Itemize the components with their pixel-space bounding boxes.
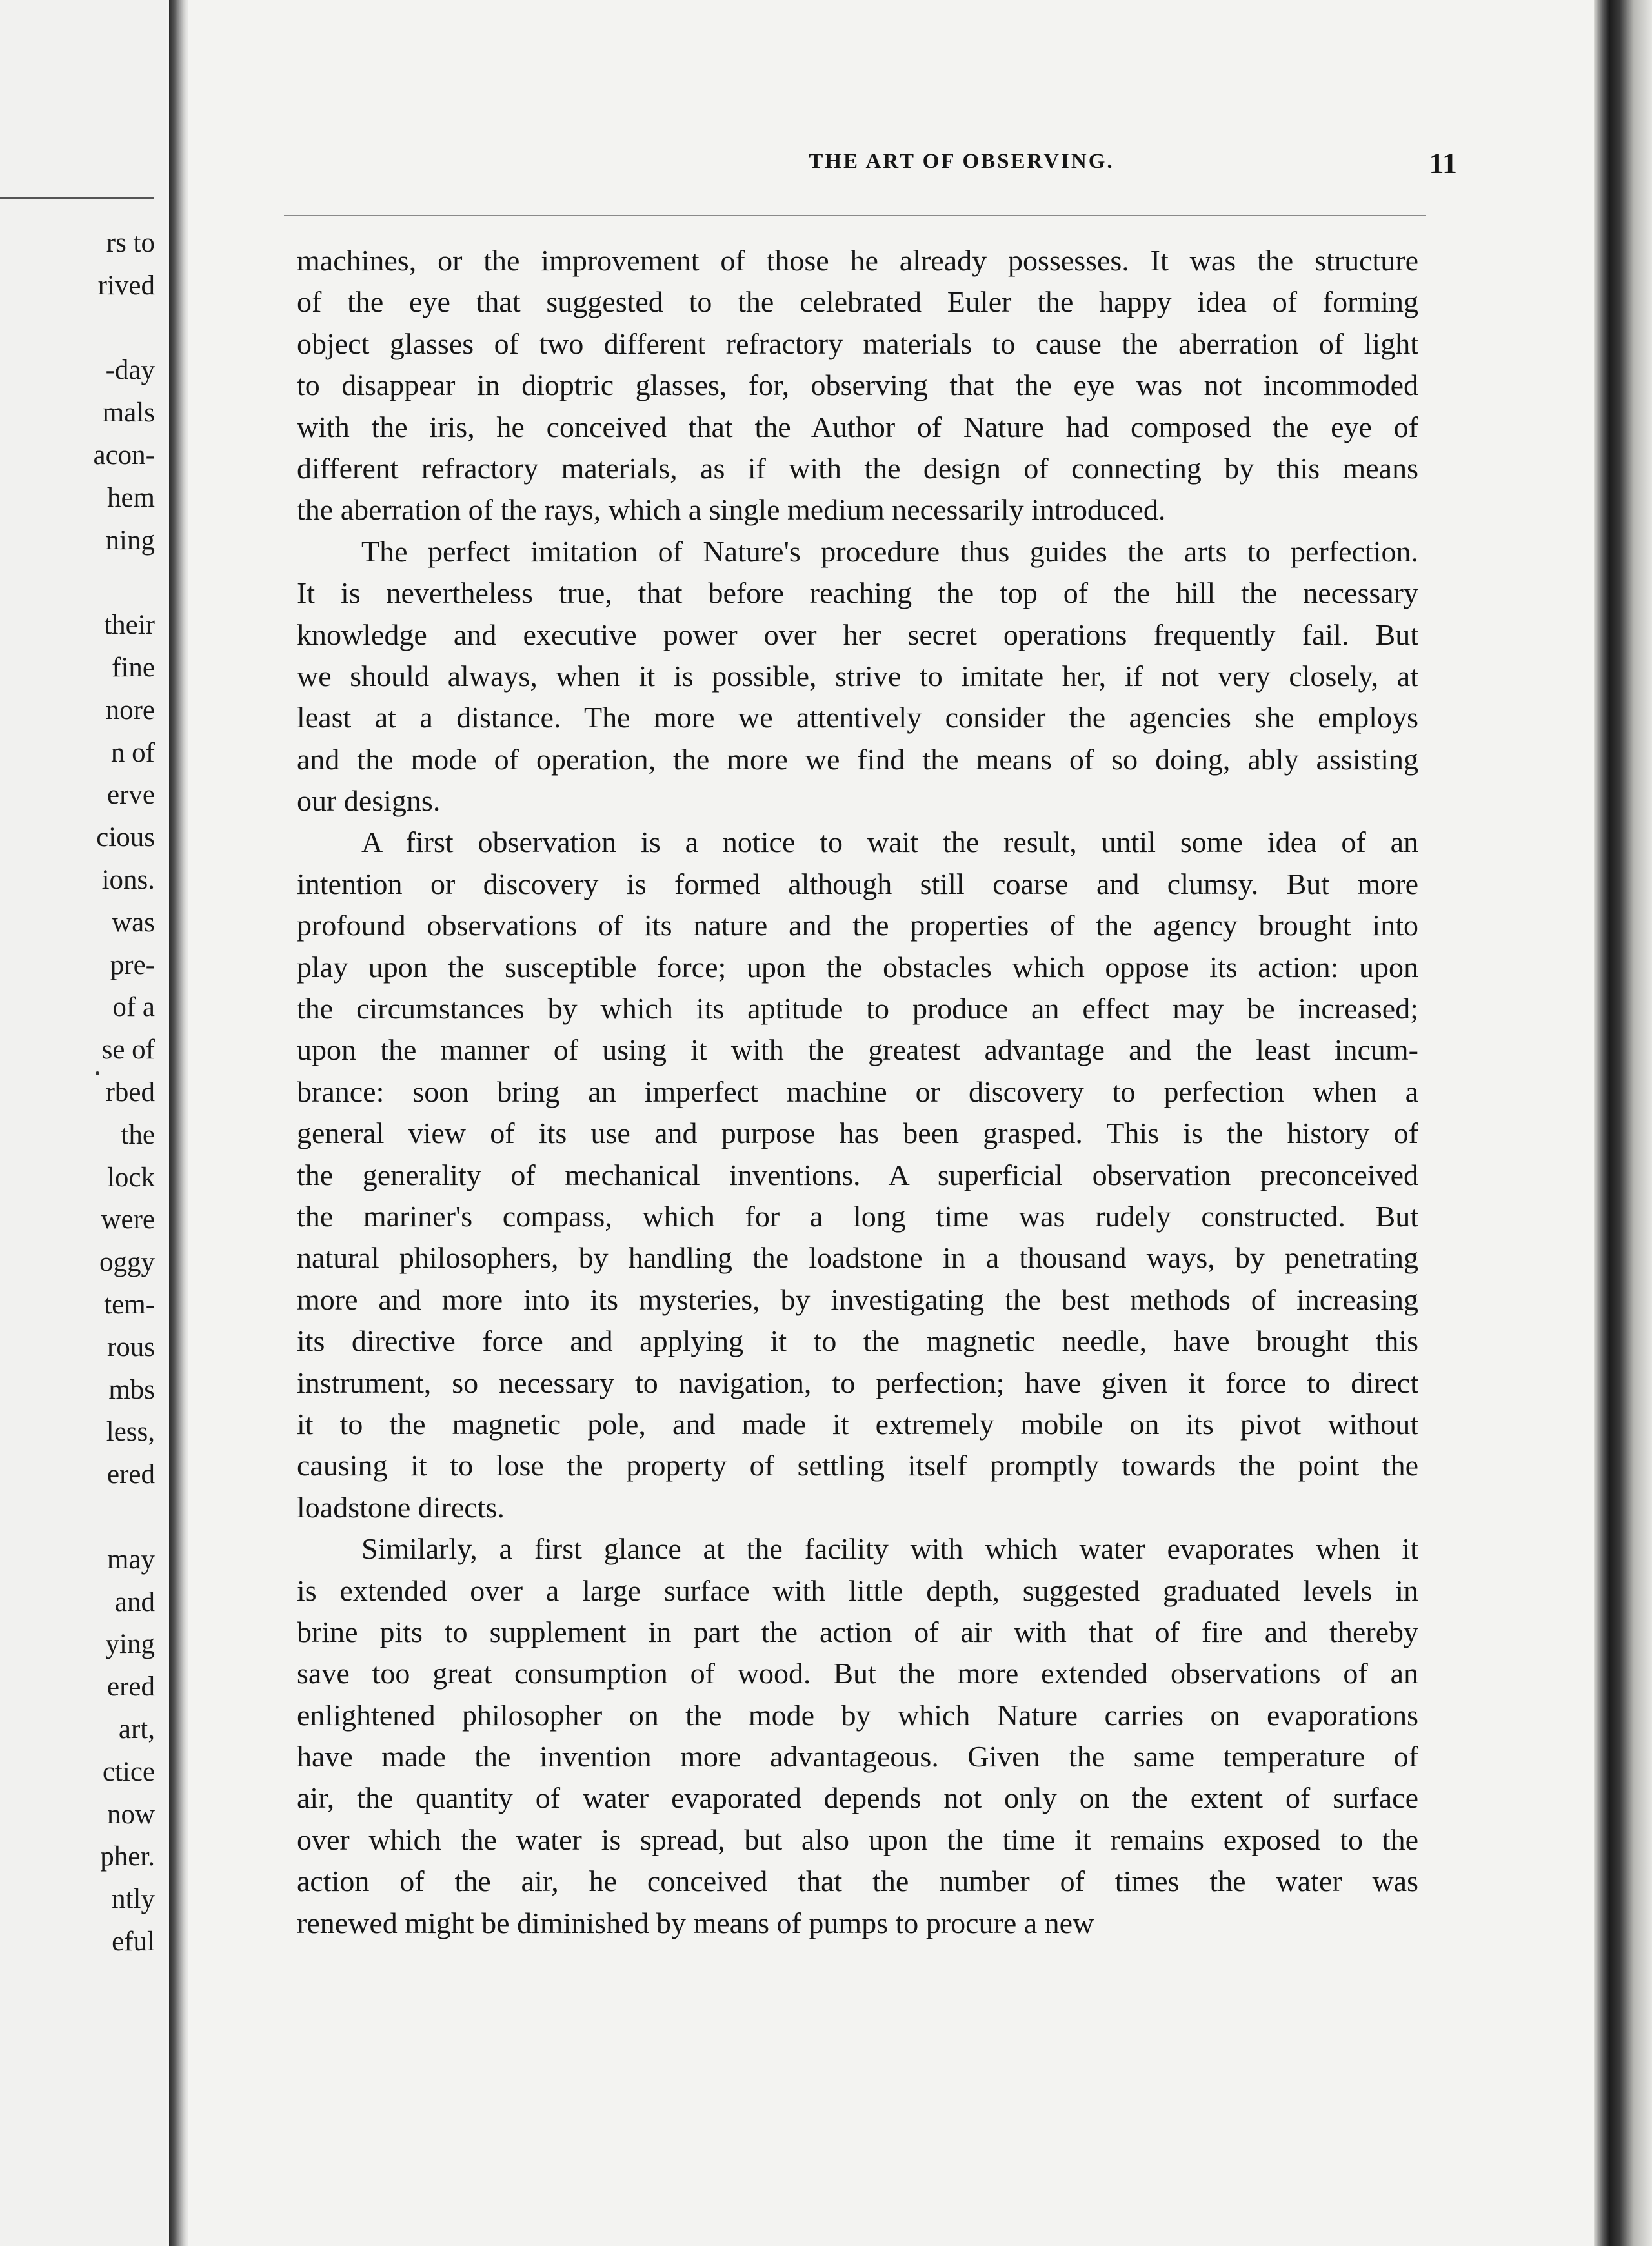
text-line: air, the quantity of water evaporated depends not only on the extent of surface bbox=[297, 1781, 1418, 1815]
previous-page-line-fragment: now bbox=[106, 1799, 155, 1830]
paragraph bbox=[297, 240, 1418, 531]
text-line: the aberration of the rays, which a single medium necessarily introduced. bbox=[297, 493, 1166, 527]
text-line: it to the magnetic pole, and made it extremely mobile on its pivot without bbox=[297, 1407, 1418, 1441]
previous-page-line-fragment: ered bbox=[107, 1459, 155, 1490]
text-line: loadstone directs. bbox=[297, 1490, 505, 1524]
previous-page-line-fragment: rous bbox=[106, 1331, 155, 1362]
previous-page-line-fragment: art, bbox=[118, 1714, 155, 1745]
text-line: A first observation is a notice to wait the result, until some idea of an bbox=[361, 825, 1418, 859]
text-line: of the eye that suggested to the celebrated Euler the happy idea of forming bbox=[297, 285, 1418, 319]
previous-page-line-fragment: tem- bbox=[104, 1290, 155, 1320]
paragraph bbox=[297, 1528, 1418, 1944]
previous-page-line-fragment: and bbox=[114, 1586, 155, 1617]
text-line: and the mode of operation, the more we find the means of so doing, ably assisting bbox=[297, 742, 1418, 776]
scanner-edge-shadow bbox=[1594, 0, 1652, 2246]
previous-page-line-fragment: erve bbox=[107, 780, 155, 811]
previous-page-line-fragment: mals bbox=[102, 398, 155, 429]
text-line: the generality of mechanical inventions. A superficial observation preconceived bbox=[297, 1158, 1418, 1191]
running-head: THE ART OF OBSERVING. bbox=[809, 150, 1114, 173]
previous-page-fragment bbox=[0, 0, 166, 2246]
text-line: natural philosophers, by handling the loadstone in a thousand ways, by penetrating bbox=[297, 1241, 1418, 1275]
text-line: brance: soon bring an imperfect machine or discovery to perfection when a bbox=[297, 1075, 1418, 1108]
text-line: The perfect imitation of Nature's procedure thus guides the arts to perfection. bbox=[361, 534, 1418, 568]
previous-page-line-fragment: mbs bbox=[108, 1374, 155, 1405]
text-line: brine pits to supplement in part the action of air with that of fire and thereby bbox=[297, 1615, 1418, 1648]
text-line: more and more into its mysteries, by investigating the best methods of increasing bbox=[297, 1282, 1418, 1316]
previous-page-line-fragment: pre- bbox=[110, 949, 155, 980]
text-line: the mariner's compass, which for a long time was rudely constructed. But bbox=[297, 1199, 1418, 1233]
previous-page-line-fragment: pher. bbox=[100, 1841, 155, 1872]
previous-page-line-fragment: ntly bbox=[112, 1884, 155, 1915]
previous-page-line-fragment: may bbox=[106, 1544, 155, 1575]
previous-page-line-fragment: of a bbox=[112, 992, 155, 1023]
text-line: profound observations of its nature and the properties of the agency brought into bbox=[297, 909, 1418, 942]
previous-page-line-fragment: was bbox=[112, 907, 155, 938]
previous-page-line-fragment: eful bbox=[112, 1927, 155, 1957]
text-line: is extended over a large surface with little depth, suggested graduated levels in bbox=[297, 1573, 1418, 1607]
text-line: have made the invention more advantageous. Given the same temperature of bbox=[297, 1740, 1418, 1774]
previous-page-line-fragment: hem bbox=[106, 482, 155, 513]
previous-page-line-fragment: nore bbox=[105, 694, 155, 725]
text-line: play upon the susceptible force; upon the obstacles which oppose its action: upon bbox=[297, 950, 1418, 984]
text-line: object glasses of two different refractory materials to cause the aberration of light bbox=[297, 327, 1418, 360]
previous-page-line-fragment: lock bbox=[106, 1162, 155, 1193]
text-line: save too great consumption of wood. But the more extended observations of an bbox=[297, 1657, 1418, 1690]
text-line: intention or discovery is formed although still coarse and clumsy. But more bbox=[297, 867, 1418, 900]
text-line: general view of its use and purpose has been grasped. This is the history of bbox=[297, 1117, 1418, 1150]
previous-page-line-fragment: less, bbox=[106, 1417, 155, 1448]
previous-page-line-fragment: their bbox=[104, 610, 155, 641]
text-line: It is nevertheless true, that before reaching the top of the hill the necessary bbox=[297, 576, 1418, 610]
text-line: renewed might be diminished by means of pumps to procure a new bbox=[297, 1906, 1094, 1939]
margin-speck bbox=[96, 1071, 99, 1075]
previous-page-line-fragment: the bbox=[121, 1119, 155, 1150]
text-line: over which the water is spread, but also upon the time it remains exposed to the bbox=[297, 1823, 1418, 1856]
text-line: machines, or the improvement of those he already possesses. It was the structure bbox=[297, 244, 1418, 277]
text-line: we should always, when it is possible, strive to imitate her, if not very closely, at bbox=[297, 659, 1418, 693]
previous-page-line-fragment: were bbox=[101, 1204, 155, 1235]
previous-page-line-fragment: cious bbox=[96, 822, 155, 853]
previous-page-line-fragment: rived bbox=[97, 270, 155, 301]
text-line: different refractory materials, as if with the design of connecting by this means bbox=[297, 451, 1418, 485]
previous-page-line-fragment: rs to bbox=[106, 228, 155, 258]
previous-page-text-fragments bbox=[0, 0, 155, 2246]
previous-page-line-fragment: ctice bbox=[102, 1756, 155, 1787]
previous-page-line-fragment: se of bbox=[101, 1035, 155, 1066]
previous-page-line-fragment: -day bbox=[105, 355, 155, 386]
paragraph bbox=[297, 531, 1418, 822]
text-line: the circumstances by which its aptitude to produce an effect may be increased; bbox=[297, 992, 1418, 1026]
text-line: enlightened philosopher on the mode by which Nature carries on evaporations bbox=[297, 1698, 1418, 1732]
text-line: to disappear in dioptric glasses, for, observing that the eye was not incommoded bbox=[297, 369, 1418, 402]
text-line: causing it to lose the property of settling itself promptly towards the point the bbox=[297, 1449, 1418, 1482]
previous-page-line-fragment: ered bbox=[107, 1672, 155, 1703]
page-number: 11 bbox=[1429, 147, 1457, 179]
previous-page-line-fragment: oggy bbox=[99, 1247, 155, 1278]
text-line: its directive force and applying it to the magnetic needle, have brought this bbox=[297, 1324, 1418, 1358]
text-line: upon the manner of using it with the greatest advantage and the least incum- bbox=[297, 1033, 1418, 1067]
text-line: with the iris, he conceived that the Author of Nature had composed the eye of bbox=[297, 410, 1418, 443]
text-line: action of the air, he conceived that the number of times the water was bbox=[297, 1865, 1418, 1898]
body-text bbox=[297, 240, 1418, 1970]
text-line: least at a distance. The more we attentively consider the agencies she employs bbox=[297, 701, 1418, 734]
previous-page-line-fragment: ning bbox=[105, 525, 155, 556]
text-line: knowledge and executive power over her secret operations frequently fail. But bbox=[297, 618, 1418, 651]
previous-page-line-fragment: ying bbox=[105, 1629, 155, 1660]
book-gutter-shadow bbox=[169, 0, 188, 2246]
previous-page-line-fragment: fine bbox=[112, 653, 155, 683]
book-page bbox=[194, 0, 1587, 2246]
previous-page-line-fragment: ions. bbox=[101, 865, 155, 895]
paragraph bbox=[297, 822, 1418, 1528]
previous-page-line-fragment: n of bbox=[110, 737, 155, 768]
previous-page-line-fragment: acon- bbox=[93, 440, 155, 470]
previous-page-line-fragment: rbed bbox=[105, 1077, 155, 1108]
text-line: instrument, so necessary to navigation, to perfection; have given it force to direct bbox=[297, 1366, 1418, 1399]
text-line: our designs. bbox=[297, 784, 441, 818]
text-line: Similarly, a first glance at the facility with which water evaporates when it bbox=[361, 1532, 1418, 1566]
header-rule bbox=[284, 215, 1426, 216]
